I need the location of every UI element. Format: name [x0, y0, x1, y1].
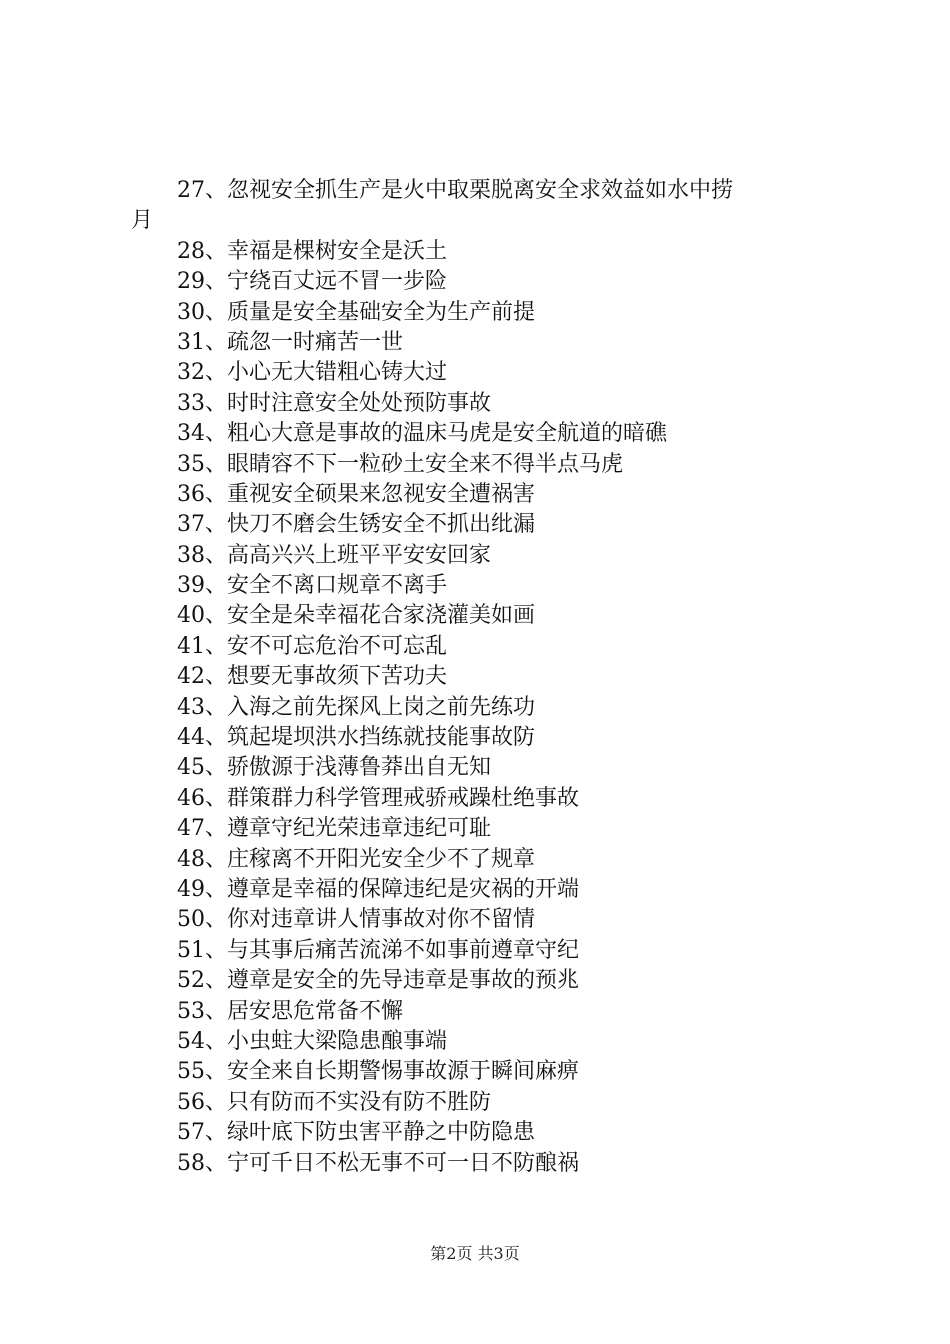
list-item: 47、遵章守纪光荣违章违纪可耻 [177, 816, 491, 842]
list-item-continuation: 月 [131, 208, 154, 234]
list-item: 50、你对违章讲人情事故对你不留情 [177, 907, 535, 933]
list-item: 55、安全来自长期警惕事故源于瞬间麻痹 [177, 1059, 579, 1085]
list-item: 45、骄傲源于浅薄鲁莽出自无知 [177, 755, 491, 781]
list-item: 35、眼睛容不下一粒砂土安全来不得半点马虎 [177, 451, 623, 477]
list-item: 36、重视安全硕果来忽视安全遭祸害 [177, 481, 535, 507]
list-item: 46、群策群力科学管理戒骄戒躁杜绝事故 [177, 785, 579, 811]
list-item: 34、粗心大意是事故的温床马虎是安全航道的暗礁 [177, 421, 667, 447]
list-item: 54、小虫蛀大梁隐患酿事端 [177, 1028, 447, 1054]
list-item: 29、宁绕百丈远不冒一步险 [177, 269, 447, 295]
slogan-list [131, 176, 831, 1179]
list-item: 37、快刀不磨会生锈安全不抓出纰漏 [177, 512, 535, 538]
list-item: 30、质量是安全基础安全为生产前提 [177, 299, 535, 325]
list-item: 56、只有防而不实没有防不胜防 [177, 1089, 491, 1115]
list-item: 33、时时注意安全处处预防事故 [177, 390, 491, 416]
list-item: 38、高高兴兴上班平平安安回家 [177, 542, 491, 568]
list-item: 32、小心无大错粗心铸大过 [177, 360, 447, 386]
list-item: 41、安不可忘危治不可忘乱 [177, 633, 447, 659]
list-item: 51、与其事后痛苦流涕不如事前遵章守纪 [177, 937, 579, 963]
list-item: 49、遵章是幸福的保障违纪是灾祸的开端 [177, 876, 579, 902]
list-item: 28、幸福是棵树安全是沃土 [177, 238, 447, 264]
list-item: 53、居安思危常备不懈 [177, 998, 403, 1024]
list-item: 31、疏忽一时痛苦一世 [177, 329, 403, 355]
list-item: 40、安全是朵幸福花合家浇灌美如画 [177, 603, 535, 629]
list-item: 57、绿叶底下防虫害平静之中防隐患 [177, 1120, 535, 1146]
list-item: 42、想要无事故须下苦功夫 [177, 664, 447, 690]
list-item: 52、遵章是安全的先导违章是事故的预兆 [177, 968, 579, 994]
list-item: 48、庄稼离不开阳光安全少不了规章 [177, 846, 535, 872]
list-item: 27、忽视安全抓生产是火中取栗脱离安全求效益如水中捞 [177, 178, 733, 203]
page-footer: 第2页 共3页 [430, 1244, 520, 1263]
list-item: 43、入海之前先探风上岗之前先练功 [177, 694, 535, 720]
list-item: 39、安全不离口规章不离手 [177, 573, 447, 599]
list-item: 58、宁可千日不松无事不可一日不防酿祸 [177, 1150, 579, 1176]
list-item: 44、筑起堤坝洪水挡练就技能事故防 [177, 725, 535, 751]
